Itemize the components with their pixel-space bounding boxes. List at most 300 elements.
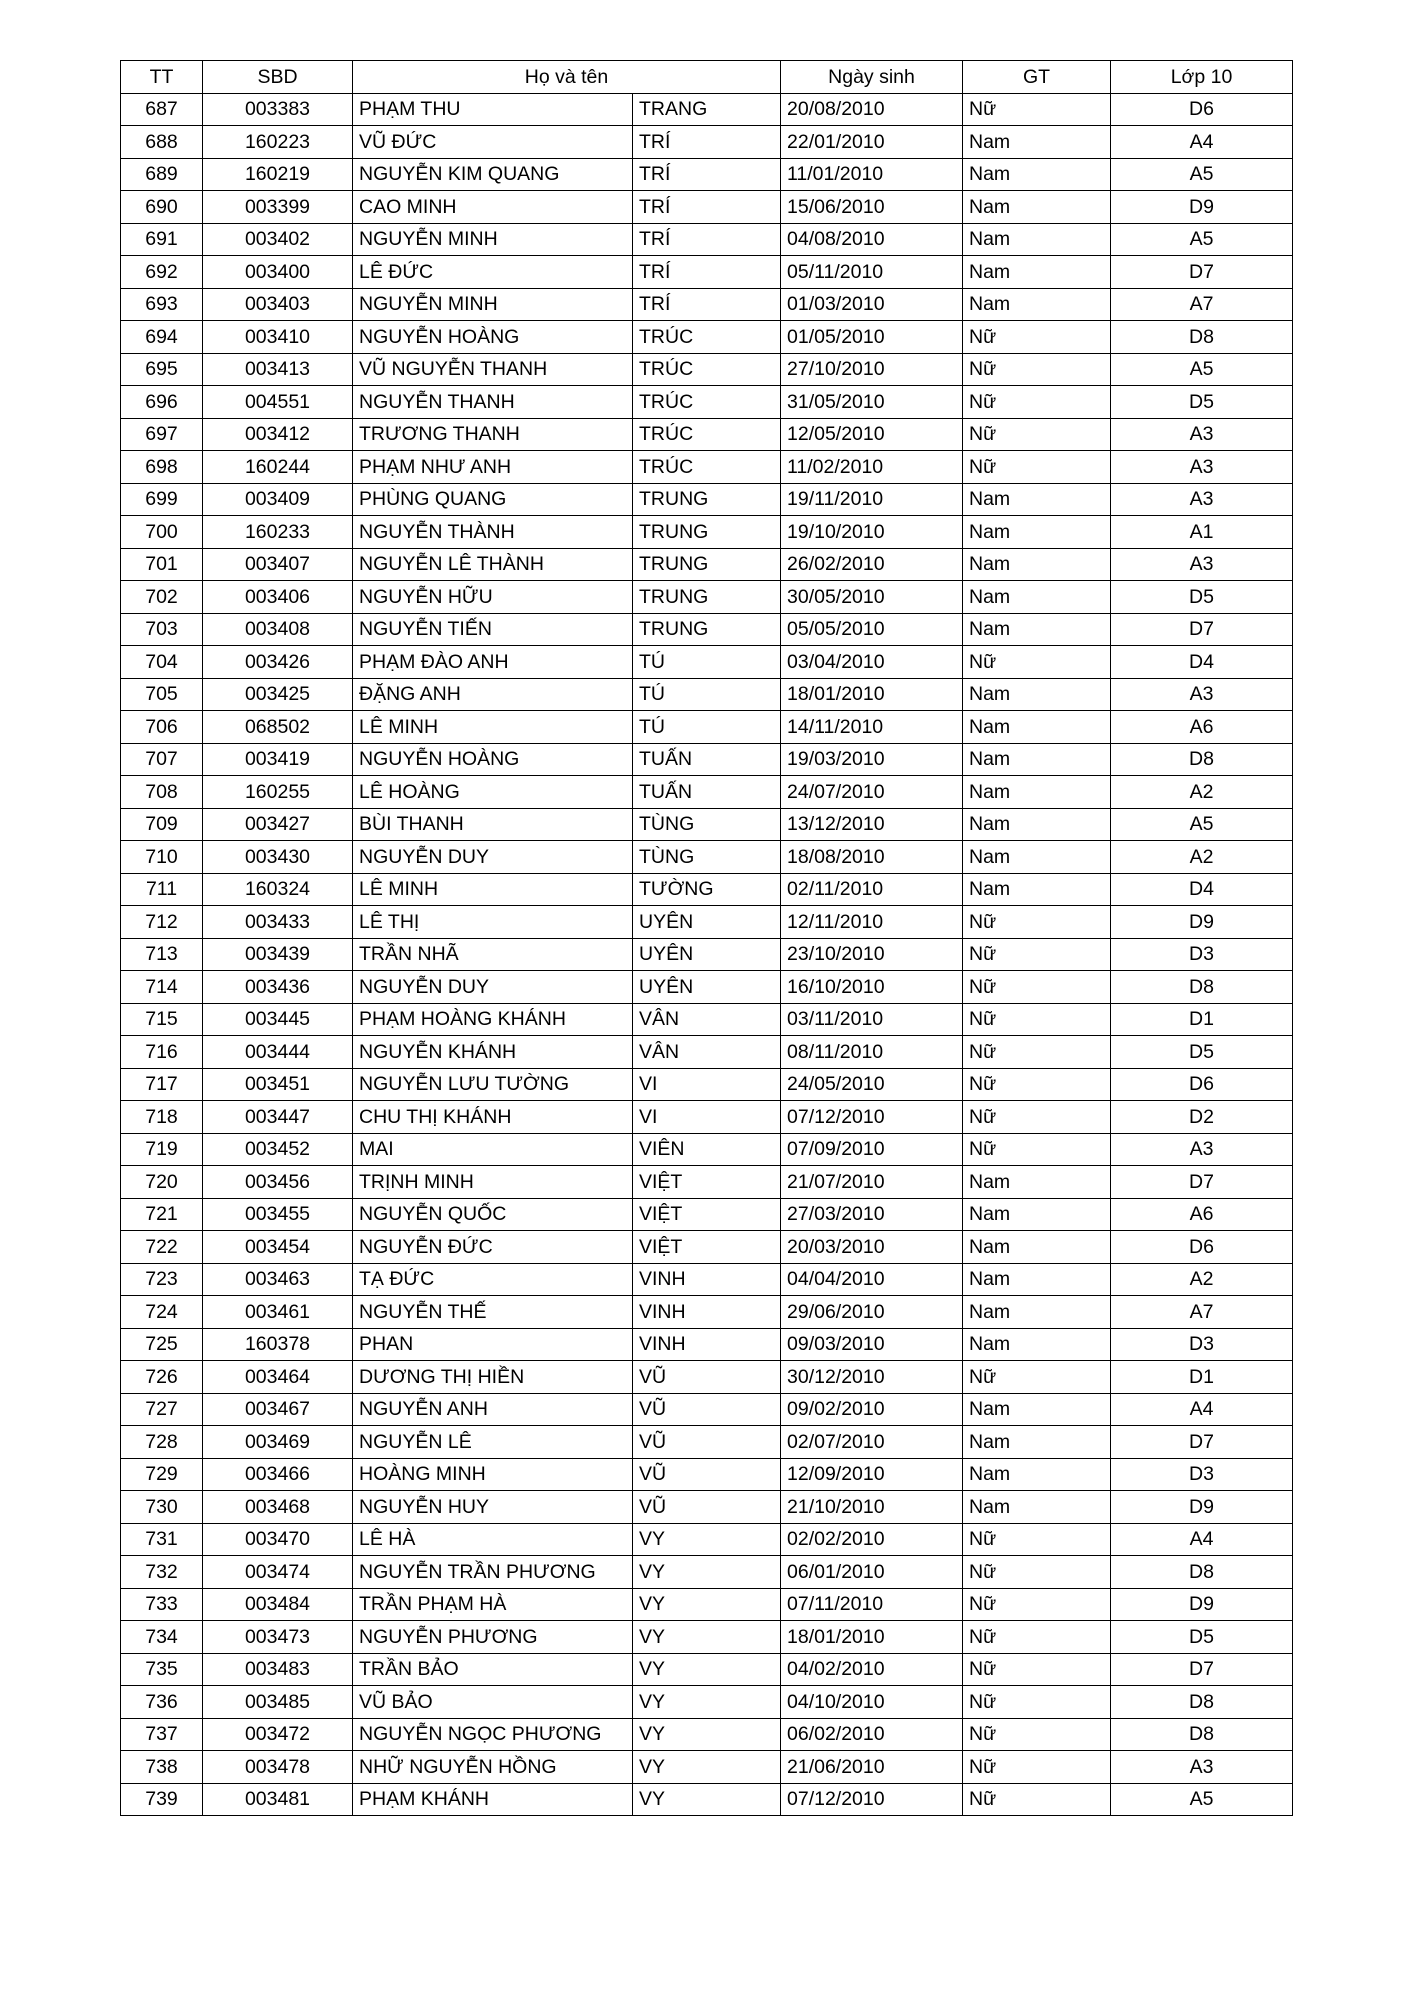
column-header-lop10: Lớp 10 bbox=[1111, 61, 1293, 94]
table-row bbox=[121, 1621, 1293, 1654]
cell-ho: PHAN bbox=[353, 1328, 633, 1361]
cell-sbd: 003436 bbox=[203, 971, 353, 1004]
cell-tt: 726 bbox=[121, 1361, 203, 1394]
cell-sbd: 003452 bbox=[203, 1133, 353, 1166]
cell-lop10: D5 bbox=[1111, 581, 1293, 614]
cell-tt: 689 bbox=[121, 158, 203, 191]
cell-ngaysinh: 30/05/2010 bbox=[781, 581, 963, 614]
cell-tt: 710 bbox=[121, 841, 203, 874]
cell-ten: TRUNG bbox=[633, 483, 781, 516]
cell-gt: Nữ bbox=[963, 1003, 1111, 1036]
cell-tt: 729 bbox=[121, 1458, 203, 1491]
cell-ngaysinh: 03/11/2010 bbox=[781, 1003, 963, 1036]
cell-lop10: D7 bbox=[1111, 256, 1293, 289]
cell-ten: TRÚC bbox=[633, 451, 781, 484]
table-row bbox=[121, 938, 1293, 971]
cell-ngaysinh: 07/11/2010 bbox=[781, 1588, 963, 1621]
cell-ten: TRÍ bbox=[633, 191, 781, 224]
cell-ten: TUẤN bbox=[633, 743, 781, 776]
cell-gt: Nữ bbox=[963, 1653, 1111, 1686]
cell-ngaysinh: 08/11/2010 bbox=[781, 1036, 963, 1069]
cell-sbd: 160223 bbox=[203, 126, 353, 159]
cell-ten: VY bbox=[633, 1718, 781, 1751]
cell-lop10: D7 bbox=[1111, 1426, 1293, 1459]
cell-lop10: D8 bbox=[1111, 743, 1293, 776]
cell-ngaysinh: 04/08/2010 bbox=[781, 223, 963, 256]
cell-ho: NGUYỄN HOÀNG bbox=[353, 743, 633, 776]
table-row bbox=[121, 1101, 1293, 1134]
column-header-ngaysinh: Ngày sinh bbox=[781, 61, 963, 94]
cell-tt: 692 bbox=[121, 256, 203, 289]
cell-lop10: A5 bbox=[1111, 353, 1293, 386]
cell-gt: Nam bbox=[963, 1458, 1111, 1491]
cell-tt: 700 bbox=[121, 516, 203, 549]
table-row bbox=[121, 321, 1293, 354]
cell-ho: LÊ MINH bbox=[353, 873, 633, 906]
cell-lop10: D7 bbox=[1111, 613, 1293, 646]
cell-ho: NGUYỄN MINH bbox=[353, 223, 633, 256]
cell-tt: 725 bbox=[121, 1328, 203, 1361]
cell-tt: 691 bbox=[121, 223, 203, 256]
cell-sbd: 003410 bbox=[203, 321, 353, 354]
cell-gt: Nam bbox=[963, 1231, 1111, 1264]
table-row bbox=[121, 1231, 1293, 1264]
cell-ngaysinh: 15/06/2010 bbox=[781, 191, 963, 224]
cell-lop10: A3 bbox=[1111, 483, 1293, 516]
cell-lop10: A4 bbox=[1111, 1523, 1293, 1556]
cell-lop10: D4 bbox=[1111, 873, 1293, 906]
cell-sbd: 003425 bbox=[203, 678, 353, 711]
column-header-tt: TT bbox=[121, 61, 203, 94]
cell-lop10: D5 bbox=[1111, 1621, 1293, 1654]
cell-lop10: A3 bbox=[1111, 1133, 1293, 1166]
cell-ngaysinh: 27/03/2010 bbox=[781, 1198, 963, 1231]
cell-gt: Nữ bbox=[963, 1036, 1111, 1069]
table-row bbox=[121, 1393, 1293, 1426]
cell-gt: Nam bbox=[963, 1166, 1111, 1199]
cell-ho: NGUYỄN TIẾN bbox=[353, 613, 633, 646]
cell-ho: NGUYỄN DUY bbox=[353, 971, 633, 1004]
cell-sbd: 003484 bbox=[203, 1588, 353, 1621]
table-row bbox=[121, 1133, 1293, 1166]
cell-tt: 736 bbox=[121, 1686, 203, 1719]
table-row bbox=[121, 1491, 1293, 1524]
cell-ho: TRẦN BẢO bbox=[353, 1653, 633, 1686]
cell-lop10: A5 bbox=[1111, 1783, 1293, 1816]
cell-tt: 734 bbox=[121, 1621, 203, 1654]
cell-ngaysinh: 20/03/2010 bbox=[781, 1231, 963, 1264]
cell-lop10: D1 bbox=[1111, 1003, 1293, 1036]
cell-lop10: D5 bbox=[1111, 386, 1293, 419]
cell-ngaysinh: 16/10/2010 bbox=[781, 971, 963, 1004]
cell-ten: TƯỜNG bbox=[633, 873, 781, 906]
table-row bbox=[121, 1588, 1293, 1621]
cell-lop10: D9 bbox=[1111, 1588, 1293, 1621]
cell-ho: NGUYỄN ANH bbox=[353, 1393, 633, 1426]
cell-sbd: 003413 bbox=[203, 353, 353, 386]
cell-ngaysinh: 13/12/2010 bbox=[781, 808, 963, 841]
column-header-gt: GT bbox=[963, 61, 1111, 94]
cell-ho: NHỮ NGUYỄN HỒNG bbox=[353, 1751, 633, 1784]
cell-ten: VŨ bbox=[633, 1491, 781, 1524]
cell-ten: TRÚC bbox=[633, 321, 781, 354]
cell-ho: BÙI THANH bbox=[353, 808, 633, 841]
cell-tt: 712 bbox=[121, 906, 203, 939]
cell-tt: 713 bbox=[121, 938, 203, 971]
cell-lop10: A2 bbox=[1111, 841, 1293, 874]
cell-sbd: 160324 bbox=[203, 873, 353, 906]
cell-tt: 705 bbox=[121, 678, 203, 711]
table-row bbox=[121, 1458, 1293, 1491]
cell-ten: TUẤN bbox=[633, 776, 781, 809]
table-row bbox=[121, 613, 1293, 646]
table-row bbox=[121, 93, 1293, 126]
cell-lop10: D7 bbox=[1111, 1166, 1293, 1199]
cell-ngaysinh: 22/01/2010 bbox=[781, 126, 963, 159]
cell-ho: PHẠM NHƯ ANH bbox=[353, 451, 633, 484]
cell-sbd: 003463 bbox=[203, 1263, 353, 1296]
cell-ho: TẠ ĐỨC bbox=[353, 1263, 633, 1296]
cell-tt: 696 bbox=[121, 386, 203, 419]
cell-sbd: 003406 bbox=[203, 581, 353, 614]
cell-sbd: 003445 bbox=[203, 1003, 353, 1036]
cell-sbd: 003483 bbox=[203, 1653, 353, 1686]
cell-ho: DƯƠNG THỊ HIỀN bbox=[353, 1361, 633, 1394]
cell-gt: Nữ bbox=[963, 93, 1111, 126]
cell-lop10: D9 bbox=[1111, 906, 1293, 939]
cell-tt: 706 bbox=[121, 711, 203, 744]
cell-tt: 714 bbox=[121, 971, 203, 1004]
cell-ngaysinh: 12/11/2010 bbox=[781, 906, 963, 939]
cell-sbd: 003485 bbox=[203, 1686, 353, 1719]
cell-ho: LÊ MINH bbox=[353, 711, 633, 744]
cell-ho: NGUYỄN THẾ bbox=[353, 1296, 633, 1329]
cell-ho: MAI bbox=[353, 1133, 633, 1166]
cell-gt: Nữ bbox=[963, 1783, 1111, 1816]
cell-tt: 702 bbox=[121, 581, 203, 614]
table-row bbox=[121, 1426, 1293, 1459]
table-body bbox=[121, 93, 1293, 1816]
table-row bbox=[121, 1166, 1293, 1199]
cell-tt: 688 bbox=[121, 126, 203, 159]
cell-ho: PHẠM ĐÀO ANH bbox=[353, 646, 633, 679]
cell-sbd: 003444 bbox=[203, 1036, 353, 1069]
cell-ho: VŨ NGUYỄN THANH bbox=[353, 353, 633, 386]
cell-lop10: D2 bbox=[1111, 1101, 1293, 1134]
table-row bbox=[121, 223, 1293, 256]
cell-ngaysinh: 18/01/2010 bbox=[781, 1621, 963, 1654]
cell-ho: LÊ HOÀNG bbox=[353, 776, 633, 809]
cell-lop10: D6 bbox=[1111, 93, 1293, 126]
cell-ngaysinh: 01/05/2010 bbox=[781, 321, 963, 354]
cell-ten: TRÍ bbox=[633, 158, 781, 191]
cell-ten: VY bbox=[633, 1523, 781, 1556]
cell-ten: TRÚC bbox=[633, 418, 781, 451]
cell-gt: Nữ bbox=[963, 971, 1111, 1004]
cell-lop10: D8 bbox=[1111, 1686, 1293, 1719]
cell-tt: 739 bbox=[121, 1783, 203, 1816]
cell-sbd: 003426 bbox=[203, 646, 353, 679]
cell-lop10: D9 bbox=[1111, 1491, 1293, 1524]
cell-ngaysinh: 06/01/2010 bbox=[781, 1556, 963, 1589]
cell-gt: Nữ bbox=[963, 906, 1111, 939]
cell-lop10: D7 bbox=[1111, 1653, 1293, 1686]
cell-ho: NGUYỄN TRẦN PHƯƠNG bbox=[353, 1556, 633, 1589]
cell-lop10: A5 bbox=[1111, 808, 1293, 841]
cell-tt: 709 bbox=[121, 808, 203, 841]
cell-ho: TRƯƠNG THANH bbox=[353, 418, 633, 451]
cell-ho: NGUYỄN HOÀNG bbox=[353, 321, 633, 354]
cell-ho: TRẦN NHÃ bbox=[353, 938, 633, 971]
cell-sbd: 003430 bbox=[203, 841, 353, 874]
cell-tt: 724 bbox=[121, 1296, 203, 1329]
cell-lop10: D8 bbox=[1111, 1556, 1293, 1589]
table-row bbox=[121, 1296, 1293, 1329]
cell-tt: 699 bbox=[121, 483, 203, 516]
table-row bbox=[121, 353, 1293, 386]
cell-tt: 711 bbox=[121, 873, 203, 906]
cell-gt: Nữ bbox=[963, 1101, 1111, 1134]
cell-ten: TRÍ bbox=[633, 126, 781, 159]
cell-gt: Nữ bbox=[963, 451, 1111, 484]
cell-sbd: 068502 bbox=[203, 711, 353, 744]
cell-ngaysinh: 12/05/2010 bbox=[781, 418, 963, 451]
cell-ngaysinh: 07/12/2010 bbox=[781, 1783, 963, 1816]
cell-ho: NGUYỄN DUY bbox=[353, 841, 633, 874]
cell-ten: TRÍ bbox=[633, 256, 781, 289]
cell-gt: Nữ bbox=[963, 1588, 1111, 1621]
cell-ten: TÚ bbox=[633, 711, 781, 744]
cell-tt: 698 bbox=[121, 451, 203, 484]
cell-ho: NGUYỄN LƯU TƯỜNG bbox=[353, 1068, 633, 1101]
table-row bbox=[121, 808, 1293, 841]
cell-ten: TRUNG bbox=[633, 516, 781, 549]
cell-ngaysinh: 09/02/2010 bbox=[781, 1393, 963, 1426]
cell-gt: Nữ bbox=[963, 1361, 1111, 1394]
cell-ho: LÊ ĐỨC bbox=[353, 256, 633, 289]
cell-ten: VÂN bbox=[633, 1036, 781, 1069]
cell-lop10: A2 bbox=[1111, 1263, 1293, 1296]
cell-ten: TRÚC bbox=[633, 386, 781, 419]
cell-lop10: D6 bbox=[1111, 1068, 1293, 1101]
cell-tt: 735 bbox=[121, 1653, 203, 1686]
table-row bbox=[121, 256, 1293, 289]
cell-ten: VY bbox=[633, 1556, 781, 1589]
cell-sbd: 003455 bbox=[203, 1198, 353, 1231]
cell-ten: UYÊN bbox=[633, 906, 781, 939]
cell-ten: VINH bbox=[633, 1328, 781, 1361]
cell-tt: 733 bbox=[121, 1588, 203, 1621]
cell-ten: TRÚC bbox=[633, 353, 781, 386]
cell-gt: Nam bbox=[963, 1426, 1111, 1459]
cell-gt: Nữ bbox=[963, 1133, 1111, 1166]
cell-ho: LÊ THỊ bbox=[353, 906, 633, 939]
cell-gt: Nữ bbox=[963, 1068, 1111, 1101]
cell-ho: TRẦN PHẠM HÀ bbox=[353, 1588, 633, 1621]
cell-sbd: 003451 bbox=[203, 1068, 353, 1101]
cell-tt: 731 bbox=[121, 1523, 203, 1556]
cell-tt: 687 bbox=[121, 93, 203, 126]
cell-lop10: A7 bbox=[1111, 1296, 1293, 1329]
cell-ten: VY bbox=[633, 1686, 781, 1719]
table-row bbox=[121, 646, 1293, 679]
cell-lop10: A4 bbox=[1111, 1393, 1293, 1426]
cell-ngaysinh: 05/11/2010 bbox=[781, 256, 963, 289]
column-header-hoten: Họ và tên bbox=[353, 61, 781, 94]
cell-ten: VY bbox=[633, 1751, 781, 1784]
cell-ho: NGUYỄN KHÁNH bbox=[353, 1036, 633, 1069]
cell-ngaysinh: 30/12/2010 bbox=[781, 1361, 963, 1394]
cell-gt: Nam bbox=[963, 1393, 1111, 1426]
cell-gt: Nam bbox=[963, 581, 1111, 614]
cell-ngaysinh: 21/10/2010 bbox=[781, 1491, 963, 1524]
cell-sbd: 003467 bbox=[203, 1393, 353, 1426]
cell-tt: 708 bbox=[121, 776, 203, 809]
cell-ngaysinh: 31/05/2010 bbox=[781, 386, 963, 419]
cell-tt: 720 bbox=[121, 1166, 203, 1199]
table-row bbox=[121, 1361, 1293, 1394]
cell-ngaysinh: 24/05/2010 bbox=[781, 1068, 963, 1101]
cell-gt: Nữ bbox=[963, 646, 1111, 679]
cell-sbd: 003461 bbox=[203, 1296, 353, 1329]
cell-ten: VIỆT bbox=[633, 1166, 781, 1199]
cell-ho: ĐẶNG ANH bbox=[353, 678, 633, 711]
cell-ngaysinh: 03/04/2010 bbox=[781, 646, 963, 679]
cell-gt: Nữ bbox=[963, 1621, 1111, 1654]
cell-gt: Nam bbox=[963, 191, 1111, 224]
cell-gt: Nam bbox=[963, 516, 1111, 549]
cell-ngaysinh: 14/11/2010 bbox=[781, 711, 963, 744]
cell-lop10: D8 bbox=[1111, 1718, 1293, 1751]
cell-sbd: 003400 bbox=[203, 256, 353, 289]
cell-ten: UYÊN bbox=[633, 971, 781, 1004]
cell-ho: PHÙNG QUANG bbox=[353, 483, 633, 516]
cell-ho: PHẠM HOÀNG KHÁNH bbox=[353, 1003, 633, 1036]
cell-ho: NGUYỄN HỮU bbox=[353, 581, 633, 614]
cell-sbd: 003447 bbox=[203, 1101, 353, 1134]
cell-ten: TRÍ bbox=[633, 288, 781, 321]
cell-ho: NGUYỄN MINH bbox=[353, 288, 633, 321]
cell-ten: VI bbox=[633, 1101, 781, 1134]
cell-tt: 690 bbox=[121, 191, 203, 224]
cell-ngaysinh: 19/10/2010 bbox=[781, 516, 963, 549]
cell-ngaysinh: 02/07/2010 bbox=[781, 1426, 963, 1459]
cell-gt: Nam bbox=[963, 613, 1111, 646]
cell-ten: VIỆT bbox=[633, 1231, 781, 1264]
cell-gt: Nam bbox=[963, 288, 1111, 321]
cell-gt: Nữ bbox=[963, 1718, 1111, 1751]
cell-lop10: D6 bbox=[1111, 1231, 1293, 1264]
table-row bbox=[121, 1653, 1293, 1686]
cell-ten: VIÊN bbox=[633, 1133, 781, 1166]
cell-lop10: A1 bbox=[1111, 516, 1293, 549]
cell-tt: 707 bbox=[121, 743, 203, 776]
cell-ten: VINH bbox=[633, 1296, 781, 1329]
cell-sbd: 003407 bbox=[203, 548, 353, 581]
cell-ngaysinh: 11/02/2010 bbox=[781, 451, 963, 484]
cell-gt: Nam bbox=[963, 1263, 1111, 1296]
cell-ho: NGUYỄN KIM QUANG bbox=[353, 158, 633, 191]
cell-tt: 732 bbox=[121, 1556, 203, 1589]
cell-gt: Nam bbox=[963, 1296, 1111, 1329]
cell-ten: TÚ bbox=[633, 678, 781, 711]
table-row bbox=[121, 191, 1293, 224]
table-row bbox=[121, 158, 1293, 191]
cell-lop10: A3 bbox=[1111, 678, 1293, 711]
cell-ten: TRANG bbox=[633, 93, 781, 126]
cell-gt: Nam bbox=[963, 1491, 1111, 1524]
cell-ho: PHẠM KHÁNH bbox=[353, 1783, 633, 1816]
cell-ngaysinh: 04/10/2010 bbox=[781, 1686, 963, 1719]
cell-lop10: A7 bbox=[1111, 288, 1293, 321]
cell-lop10: A2 bbox=[1111, 776, 1293, 809]
table-row bbox=[121, 1523, 1293, 1556]
cell-ngaysinh: 04/02/2010 bbox=[781, 1653, 963, 1686]
cell-sbd: 003433 bbox=[203, 906, 353, 939]
cell-tt: 697 bbox=[121, 418, 203, 451]
cell-lop10: A5 bbox=[1111, 158, 1293, 191]
cell-tt: 715 bbox=[121, 1003, 203, 1036]
table-row bbox=[121, 873, 1293, 906]
cell-ho: NGUYỄN QUỐC bbox=[353, 1198, 633, 1231]
cell-sbd: 003473 bbox=[203, 1621, 353, 1654]
table-row bbox=[121, 776, 1293, 809]
table-row bbox=[121, 1198, 1293, 1231]
table-row bbox=[121, 126, 1293, 159]
cell-tt: 704 bbox=[121, 646, 203, 679]
cell-ten: VÂN bbox=[633, 1003, 781, 1036]
cell-ten: TÙNG bbox=[633, 841, 781, 874]
cell-sbd: 003402 bbox=[203, 223, 353, 256]
cell-lop10: A3 bbox=[1111, 548, 1293, 581]
cell-gt: Nam bbox=[963, 483, 1111, 516]
cell-lop10: A5 bbox=[1111, 223, 1293, 256]
cell-lop10: A3 bbox=[1111, 451, 1293, 484]
cell-ten: VY bbox=[633, 1653, 781, 1686]
table-row bbox=[121, 1686, 1293, 1719]
cell-ngaysinh: 05/05/2010 bbox=[781, 613, 963, 646]
cell-sbd: 003472 bbox=[203, 1718, 353, 1751]
cell-sbd: 003403 bbox=[203, 288, 353, 321]
cell-sbd: 003481 bbox=[203, 1783, 353, 1816]
cell-ngaysinh: 07/09/2010 bbox=[781, 1133, 963, 1166]
table-row bbox=[121, 841, 1293, 874]
cell-ngaysinh: 07/12/2010 bbox=[781, 1101, 963, 1134]
cell-ngaysinh: 27/10/2010 bbox=[781, 353, 963, 386]
cell-ho: HOÀNG MINH bbox=[353, 1458, 633, 1491]
cell-ngaysinh: 18/01/2010 bbox=[781, 678, 963, 711]
cell-lop10: D3 bbox=[1111, 938, 1293, 971]
cell-ho: PHẠM THU bbox=[353, 93, 633, 126]
cell-ten: VY bbox=[633, 1588, 781, 1621]
table-row bbox=[121, 1068, 1293, 1101]
cell-lop10: D5 bbox=[1111, 1036, 1293, 1069]
table-row bbox=[121, 386, 1293, 419]
cell-tt: 719 bbox=[121, 1133, 203, 1166]
cell-lop10: D1 bbox=[1111, 1361, 1293, 1394]
cell-sbd: 003439 bbox=[203, 938, 353, 971]
cell-gt: Nam bbox=[963, 548, 1111, 581]
cell-gt: Nam bbox=[963, 743, 1111, 776]
cell-tt: 721 bbox=[121, 1198, 203, 1231]
cell-gt: Nam bbox=[963, 711, 1111, 744]
cell-ho: NGUYỄN HUY bbox=[353, 1491, 633, 1524]
cell-ten: TRUNG bbox=[633, 581, 781, 614]
cell-gt: Nam bbox=[963, 678, 1111, 711]
table-row bbox=[121, 1003, 1293, 1036]
cell-sbd: 003474 bbox=[203, 1556, 353, 1589]
cell-ten: TRUNG bbox=[633, 613, 781, 646]
